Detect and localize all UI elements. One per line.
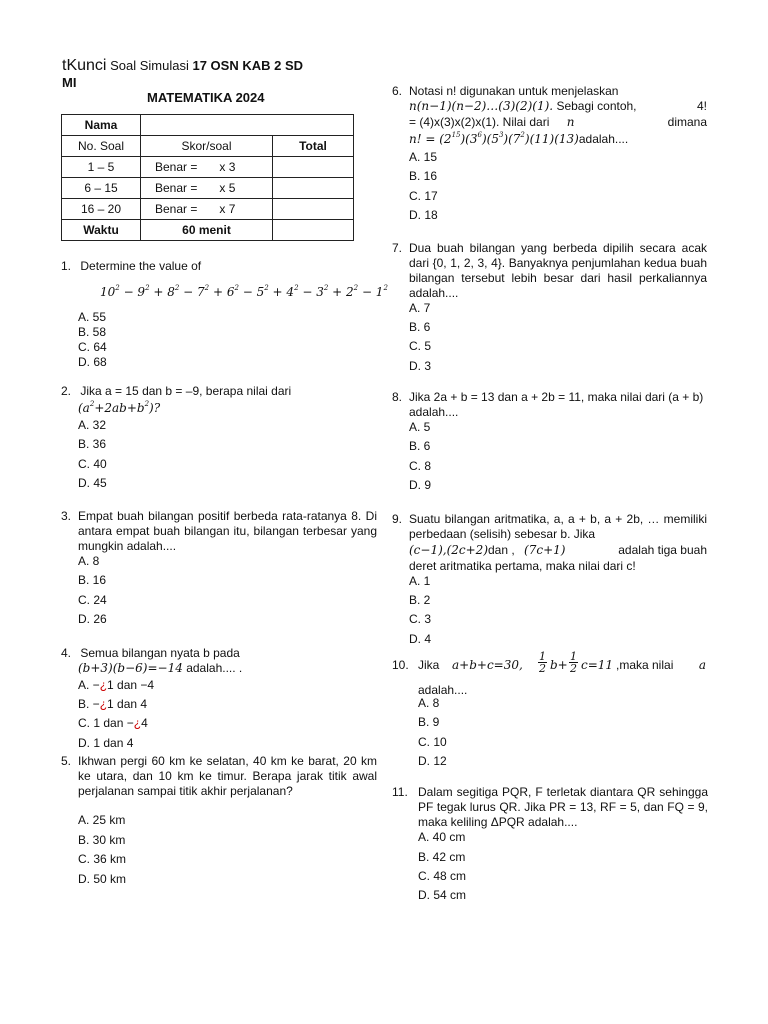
question-4: [61, 646, 240, 661]
option[interactable]: C. 36 km: [78, 852, 127, 866]
question-6-number: 6.: [392, 84, 403, 98]
row-benar: Benar =: [155, 181, 198, 195]
q10-var: a: [698, 658, 706, 672]
option[interactable]: A. 1: [409, 574, 431, 588]
option[interactable]: D. 12: [418, 754, 447, 768]
question-text: Determine the value of: [80, 259, 202, 273]
row-benar: Benar =: [155, 160, 198, 174]
q6-var-n: n: [566, 115, 575, 129]
q10-mid: ,maka nilai: [616, 658, 674, 672]
option[interactable]: D. 18: [409, 208, 438, 222]
option[interactable]: D. 4: [409, 632, 432, 646]
question-9-text: Suatu bilangan aritmatika, a, a + b, a + 2b, … memiliki perbedaan (selisih) sebesar b. Jika: [409, 512, 707, 541]
question-number: 1.: [61, 259, 72, 273]
q6-line3-text: = (4)x(3)x(2)x(1). Nilai dari: [409, 115, 550, 129]
q10-jika: Jika: [418, 658, 440, 672]
option[interactable]: B. 2: [409, 593, 431, 607]
question-7-number: 7.: [392, 241, 403, 255]
q6-example: Sebagi contoh,: [556, 99, 637, 113]
row-skor: [141, 199, 273, 220]
row-total[interactable]: [273, 199, 354, 220]
question-11-text: Dalam segitiga PQR, F terletak diantara QR sehingga PF tegak lurus QR. Jika PR = 13, RF = 5, dan FQ = 9, maka keliling ΔPQR adalah....: [418, 785, 708, 829]
option[interactable]: D. 68: [78, 355, 107, 369]
q4-tail: adalah.... .: [186, 661, 243, 675]
option[interactable]: A. 8: [78, 554, 100, 568]
waktu-total: [273, 220, 354, 241]
q6-tail: adalah....: [578, 132, 629, 146]
option[interactable]: C. 17: [409, 189, 438, 203]
q6-factorial: 4!: [696, 99, 707, 113]
title-line2: MI: [62, 75, 77, 90]
option[interactable]: D. 50 km: [78, 872, 127, 886]
option[interactable]: B. −¿1 dan 4: [78, 697, 148, 711]
row-total[interactable]: [273, 178, 354, 199]
option[interactable]: C. 40: [78, 457, 107, 471]
question-7-text: Dua buah bilangan yang berbeda dipilih secara acak dari {0, 1, 2, 3, 4}. Banyaknya penjumlahan kedua buah bilangan tersebut lebih besar dari hasil perkaliannya adalah....: [409, 241, 707, 300]
row-total[interactable]: [273, 157, 354, 178]
q9-term1: (c−1),(2c+2): [409, 543, 488, 557]
question-10-number: 10.: [392, 658, 409, 672]
option[interactable]: A. −¿1 dan −4: [78, 678, 155, 692]
title-part2: 17 OSN KAB 2 SD: [192, 58, 304, 73]
question-10-line1: [418, 651, 708, 681]
question-11-number: 11.: [392, 785, 408, 799]
question-10-tail: adalah....: [418, 683, 468, 697]
option[interactable]: B. 16: [78, 573, 107, 587]
col-header-no: No. Soal: [62, 136, 141, 157]
row-mult: x 7: [219, 202, 236, 216]
option[interactable]: D. 54 cm: [418, 888, 467, 902]
q6-dimana: dimana: [667, 115, 707, 129]
q4-equation: (b+3)(b−6)=−14 adalah.... .: [78, 661, 243, 675]
q9-mid2: adalah tiga buah: [618, 543, 707, 557]
option[interactable]: A. 8: [418, 696, 440, 710]
question-5-text: Ikhwan pergi 60 km ke selatan, 40 km ke barat, 20 km ke utara, dan 10 km ke timur. Berapa jarak titik awal perjalanan sampai titik akhir perjalanan?: [78, 754, 377, 798]
table-row: [62, 199, 354, 220]
question-6-line1: Notasi n! digunakan untuk menjelaskan: [409, 84, 619, 98]
option[interactable]: C. 10: [418, 735, 447, 749]
option[interactable]: D. 26: [78, 612, 107, 626]
row-range: 6 – 15: [62, 178, 141, 199]
question-text: Semua bilangan nyata b pada: [80, 646, 240, 660]
option[interactable]: B. 6: [409, 320, 431, 334]
waktu-value: 60 menit: [141, 220, 273, 241]
option[interactable]: C. 64: [78, 340, 107, 354]
question-1: [61, 259, 201, 274]
document-title: [62, 57, 303, 75]
option[interactable]: D. 1 dan 4: [78, 736, 134, 750]
nama-label: Nama: [62, 115, 141, 136]
row-mult: x 5: [219, 181, 236, 195]
col-header-skor: Skor/soal: [141, 136, 273, 157]
option[interactable]: B. 9: [418, 715, 440, 729]
q10-b: b+: [550, 658, 568, 672]
option[interactable]: A. 40 cm: [418, 830, 466, 844]
q10-sum: a+b+c=30,: [452, 658, 523, 672]
option[interactable]: B. 36: [78, 437, 107, 451]
row-range: 1 – 5: [62, 157, 141, 178]
option[interactable]: D. 45: [78, 476, 107, 490]
option[interactable]: B. 42 cm: [418, 850, 466, 864]
option[interactable]: A. 25 km: [78, 813, 126, 827]
option[interactable]: C. 3: [409, 612, 432, 626]
question-9-tail: deret aritmatika pertama, maka nilai dari c!: [409, 559, 636, 573]
option[interactable]: C. 5: [409, 339, 432, 353]
option[interactable]: C. 24: [78, 593, 107, 607]
q10-frac1: 1 2: [539, 650, 546, 675]
option[interactable]: D. 9: [409, 478, 432, 492]
option[interactable]: A. 32: [78, 418, 107, 432]
question-5-number: 5.: [61, 754, 72, 768]
option[interactable]: B. 30 km: [78, 833, 126, 847]
nama-field[interactable]: [141, 115, 354, 136]
option[interactable]: A. 5: [409, 420, 431, 434]
option[interactable]: C. 8: [409, 459, 432, 473]
option[interactable]: C. 48 cm: [418, 869, 467, 883]
question-2: [61, 384, 365, 399]
question-text: Jika a = 15 dan b = –9, berapa nilai dari: [80, 384, 292, 398]
col-header-total: Total: [273, 136, 354, 157]
option[interactable]: B. 6: [409, 439, 431, 453]
brand-text: tKunci: [62, 57, 107, 74]
question-3-text: Empat buah bilangan positif berbeda rata-ratanya 8. Di antara empat buah bilangan itu, bilangan terbesar yang mungkin adalah....: [78, 509, 377, 553]
question-3-number: 3.: [61, 509, 72, 523]
question-9-line3: [409, 543, 707, 557]
row-benar: Benar =: [155, 202, 198, 216]
table-row: [62, 157, 354, 178]
option[interactable]: A. 15: [409, 150, 438, 164]
q9-term3: (7c+1): [524, 543, 566, 557]
q10-c: c=11: [581, 658, 614, 672]
waktu-label: Waktu: [62, 220, 141, 241]
question-number: 4.: [61, 646, 72, 660]
q6-notation: n(n−1)(n−2)…(3)(2)(1).: [409, 99, 554, 113]
option[interactable]: B. 58: [78, 325, 107, 339]
question-6-line3: [409, 115, 707, 129]
table-row: [62, 178, 354, 199]
q2-expression: $(a^2+2ab+b^2)$?: [78, 400, 161, 415]
title-part1: Soal Simulasi: [110, 58, 189, 73]
q9-mid: dan ,: [488, 543, 515, 557]
question-9-number: 9.: [392, 512, 403, 526]
score-table: [61, 114, 354, 241]
question-8-number: 8.: [392, 390, 403, 404]
option[interactable]: A. 7: [409, 301, 431, 315]
q1-expression: $10^2 - 9^2 + 8^2 - 7^2 + 6^2 - 5^2 + 4^2 - 3^2 + 2^2 - 1^2$: [100, 284, 388, 299]
row-skor: [141, 157, 273, 178]
row-mult: x 3: [219, 160, 236, 174]
question-number: 2.: [61, 384, 72, 398]
option[interactable]: A. 55: [78, 310, 107, 324]
question-6-line2: [409, 99, 707, 113]
row-skor: [141, 178, 273, 199]
q10-frac2: 1 2: [570, 650, 577, 675]
row-range: 16 – 20: [62, 199, 141, 220]
option[interactable]: B. 16: [409, 169, 438, 183]
option[interactable]: C. 1 dan −¿4: [78, 716, 148, 730]
option[interactable]: D. 3: [409, 359, 432, 373]
question-8-text: Jika 2a + b = 13 dan a + 2b = 11, maka nilai dari (a + b) adalah....: [409, 390, 704, 419]
question-6-line4: n! = $(2^{15})(3^6)(5^3)(7^2)(11)(13)adalah$....: [409, 131, 629, 146]
subject-title: MATEMATIKA 2024: [147, 90, 265, 105]
